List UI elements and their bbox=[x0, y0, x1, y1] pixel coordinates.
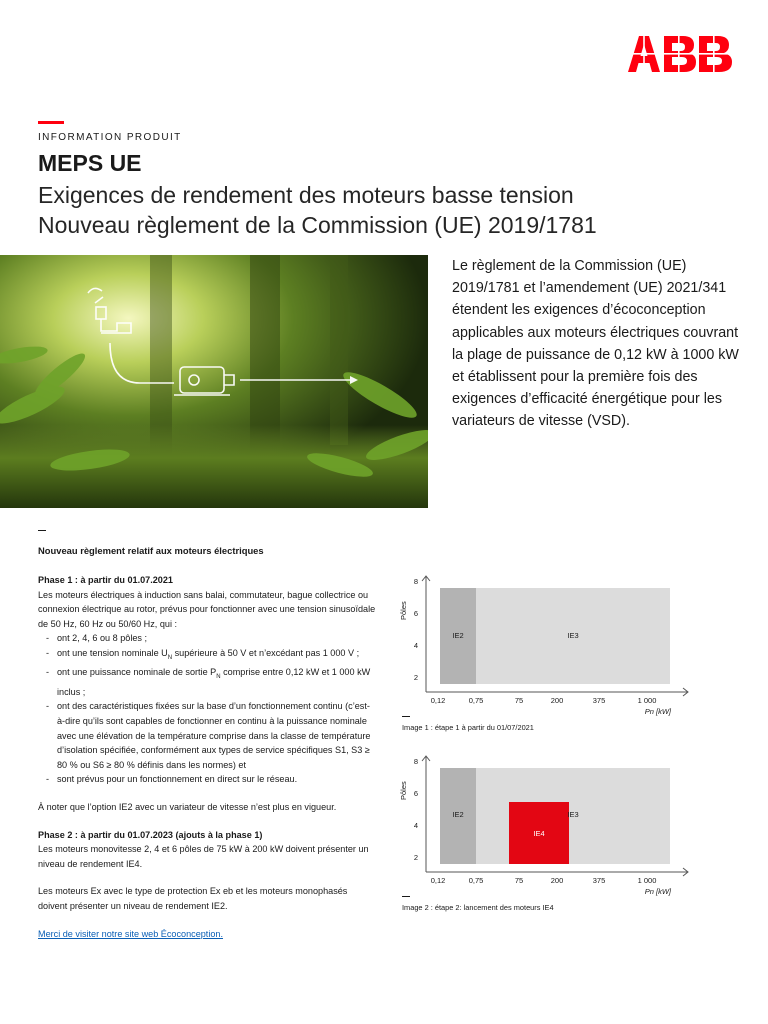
phase2-title: Phase 2 : à partir du 01.07.2023 (ajouts à la phase 1) bbox=[38, 829, 263, 840]
bullet-text: sont prévus pour un fonctionnement en direct sur le réseau. bbox=[57, 774, 298, 785]
forest-motor-illustration bbox=[0, 255, 428, 508]
x-tick-label: 375 bbox=[592, 876, 606, 885]
phase2-text: Les moteurs monovitesse 2, 4 et 6 pôles de 75 kW à 200 kW doivent présenter un niveau de rendement IE4. bbox=[38, 844, 369, 869]
y-tick-label: 8 bbox=[413, 577, 418, 586]
y-tick-label: 8 bbox=[413, 757, 418, 766]
subtitle-line-2: Nouveau règlement de la Commission (UE) 2019/1781 bbox=[38, 212, 597, 238]
bullet-text: supérieure à 50 V et n’excédant pas 1 000 V ; bbox=[172, 647, 360, 658]
bullet-text: ont une tension nominale U bbox=[57, 647, 168, 658]
region-label: IE2 bbox=[452, 810, 464, 819]
bullet-text: ont des caractéristiques fixées sur la base d’un fonctionnement continu (c’est-à-dire qu’ils sont capables de fonctionner en continu à la puissance nominale avec une élévation de la température comprise dans la classe de température d’isolation spécifiée, conformément aux types de service spécifiques S1, S3 ≥ 80 % ou S6 ≥ 80 % définis dans les normes) et bbox=[57, 701, 371, 770]
caption-dash bbox=[402, 896, 410, 897]
x-tick-label: 200 bbox=[550, 696, 564, 705]
x-axis-label: Pn [kW] bbox=[644, 707, 671, 716]
region-label: IE3 bbox=[567, 631, 579, 640]
intro-paragraph: Le règlement de la Commission (UE) 2019/1781 et l’amendement (UE) 2021/341 étendent les exigences d’écoconception applicables aux moteurs électriques couvrant la plage de puissance de 0,12 kW à 1000 kW et établissent pour la première fois des exigences d’efficacité énergétique pour les variateurs de vitesse (VSD). bbox=[452, 258, 739, 430]
bullet-text: comprise entre 0,12 kW et 1 000 kW inclus ; bbox=[57, 667, 371, 697]
chart-step-2-svg bbox=[388, 748, 698, 898]
abb-logo bbox=[628, 36, 732, 72]
y-tick-label: 2 bbox=[413, 673, 418, 682]
x-axis-label: Pn [kW] bbox=[644, 887, 671, 896]
ecodesign-link[interactable]: Merci de visiter notre site web Écoconception. bbox=[38, 928, 223, 939]
x-tick-label: 0,75 bbox=[468, 696, 484, 705]
list-item bbox=[38, 646, 376, 665]
list-item bbox=[38, 631, 376, 646]
subtitle-line-1: Exigences de rendement des moteurs basse tension bbox=[38, 182, 574, 208]
phase1-list bbox=[38, 631, 376, 787]
y-axis-label: Pôles bbox=[399, 601, 408, 620]
y-tick-label: 6 bbox=[413, 609, 418, 618]
ex-motors-text: Les moteurs Ex avec le type de protection Ex eb et les moteurs monophasés doivent présenter un niveau de rendement IE2. bbox=[38, 886, 348, 911]
bullet-subscript: N bbox=[167, 654, 173, 661]
hero-image bbox=[0, 255, 428, 508]
y-axis-label: Pôles bbox=[399, 781, 408, 800]
x-tick-label: 0,12 bbox=[430, 876, 446, 885]
list-item bbox=[38, 699, 376, 772]
bullet-subscript: N bbox=[216, 674, 221, 681]
y-tick-label: 6 bbox=[413, 789, 418, 798]
x-tick-label: 0,75 bbox=[468, 876, 484, 885]
caption-dash bbox=[402, 716, 410, 717]
page-subtitle bbox=[38, 180, 738, 240]
list-item bbox=[38, 665, 376, 699]
y-tick-label: 2 bbox=[413, 853, 418, 862]
chart-step-2 bbox=[388, 748, 698, 918]
region-label: IE2 bbox=[452, 631, 464, 640]
chart-caption: Image 1 : étape 1 à partir du 01/07/2021 bbox=[402, 723, 534, 732]
x-tick-label: 375 bbox=[592, 696, 606, 705]
page-title: MEPS UE bbox=[38, 150, 142, 176]
phase1-title: Phase 1 : à partir du 01.07.2021 bbox=[38, 575, 173, 585]
eyebrow-label: INFORMATION PRODUIT bbox=[38, 132, 182, 143]
x-tick-label: 1 000 bbox=[637, 876, 657, 885]
region-label: IE3 bbox=[567, 810, 579, 819]
header-accent-bar bbox=[38, 121, 64, 124]
phase1-intro: Les moteurs électriques à induction sans balai, commutateur, bague collectrice ou connexion électrique au rotor, prévus pour fonctionner avec une tension sinusoïdale de 50 Hz, 60 Hz ou 50/60 Hz, qui : bbox=[38, 589, 376, 629]
x-tick-label: 200 bbox=[550, 876, 564, 885]
bullet-text: ont une puissance nominale de sortie P bbox=[57, 667, 217, 678]
x-tick-label: 0,12 bbox=[430, 696, 446, 705]
body-column bbox=[38, 573, 376, 941]
region-label: IE4 bbox=[533, 829, 545, 838]
chart-step-1 bbox=[388, 568, 698, 738]
chart-caption: Image 2 : étape 2: lancement des moteurs IE4 bbox=[402, 903, 554, 912]
y-tick-label: 4 bbox=[413, 641, 418, 650]
list-item bbox=[38, 772, 376, 787]
chart-step-1-svg bbox=[388, 568, 698, 718]
bullet-text: ont 2, 4, 6 ou 8 pôles ; bbox=[57, 633, 147, 644]
y-tick-label: 4 bbox=[413, 821, 418, 830]
ie2-note: À noter que l’option IE2 avec un variateur de vitesse n’est plus en vigueur. bbox=[38, 801, 337, 812]
x-tick-label: 75 bbox=[514, 876, 524, 885]
x-tick-label: 1 000 bbox=[637, 696, 657, 705]
section-heading: Nouveau règlement relatif aux moteurs électriques bbox=[38, 545, 264, 556]
x-tick-label: 75 bbox=[514, 696, 524, 705]
section-dash bbox=[38, 530, 46, 531]
